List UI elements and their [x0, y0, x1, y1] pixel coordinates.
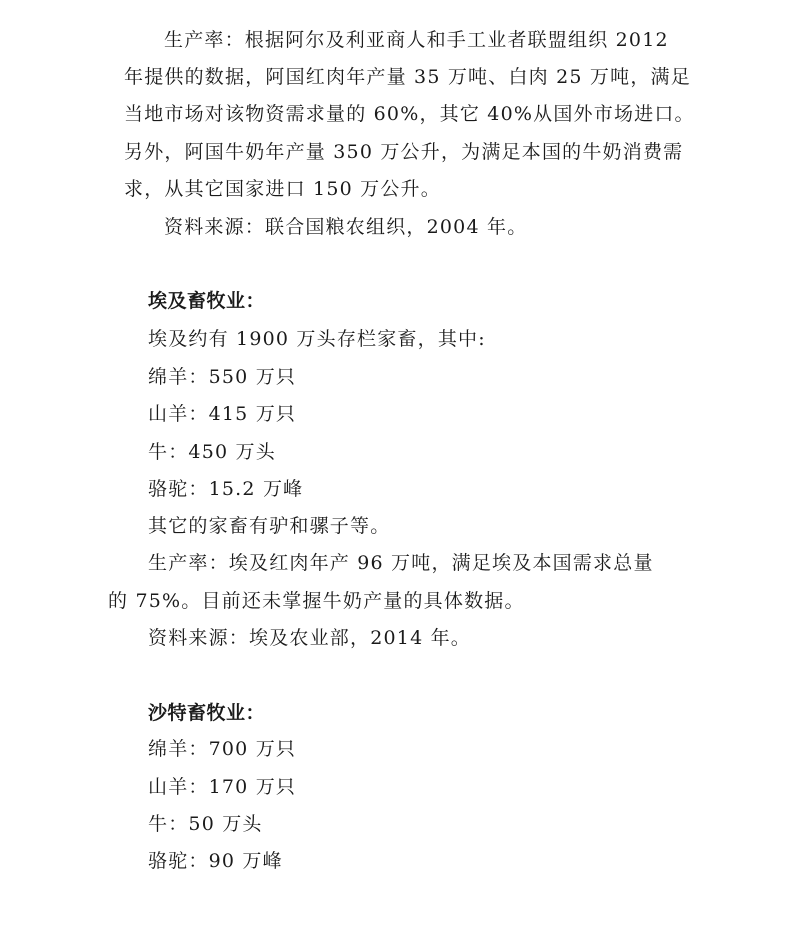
algeria-production-line-2: 年提供的数据，阿国红肉年产量 35 万吨、白肉 25 万吨，满足	[124, 66, 691, 88]
egypt-heading: 埃及畜牧业：	[148, 290, 266, 312]
egypt-production-line-2: 的 75%。目前还未掌握牛奶产量的具体数据。	[108, 590, 525, 612]
saudi-livestock-cattle: 牛：50 万头	[148, 813, 263, 835]
saudi-livestock-camels: 骆驼：90 万峰	[148, 850, 283, 872]
saudi-livestock-goats: 山羊：170 万只	[148, 776, 297, 798]
egypt-livestock-sheep: 绵羊：550 万只	[148, 366, 297, 388]
algeria-production-line-1: 生产率：根据阿尔及利亚商人和手工业者联盟组织 2012	[164, 29, 669, 51]
egypt-livestock-goats: 山羊：415 万只	[148, 403, 297, 425]
egypt-source: 资料来源：埃及农业部，2014 年。	[148, 627, 471, 649]
algeria-source: 资料来源：联合国粮农组织，2004 年。	[164, 216, 528, 238]
saudi-livestock-sheep: 绵羊：700 万只	[148, 738, 297, 760]
algeria-production-line-4: 另外，阿国牛奶年产量 350 万公升，为满足本国的牛奶消费需	[124, 141, 684, 163]
egypt-livestock-camels: 骆驼：15.2 万峰	[148, 478, 304, 500]
saudi-heading: 沙特畜牧业：	[148, 702, 266, 724]
egypt-production-line-1: 生产率：埃及红肉年产 96 万吨，满足埃及本国需求总量	[148, 552, 654, 574]
egypt-livestock-cattle: 牛：450 万头	[148, 441, 276, 463]
algeria-production-line-5: 求，从其它国家进口 150 万公升。	[124, 178, 441, 200]
algeria-production-line-3: 当地市场对该物资需求量的 60%，其它 40%从国外市场进口。	[124, 103, 695, 125]
egypt-intro: 埃及约有 1900 万头存栏家畜，其中:	[148, 328, 486, 350]
egypt-other-livestock: 其它的家畜有驴和骡子等。	[148, 515, 391, 537]
